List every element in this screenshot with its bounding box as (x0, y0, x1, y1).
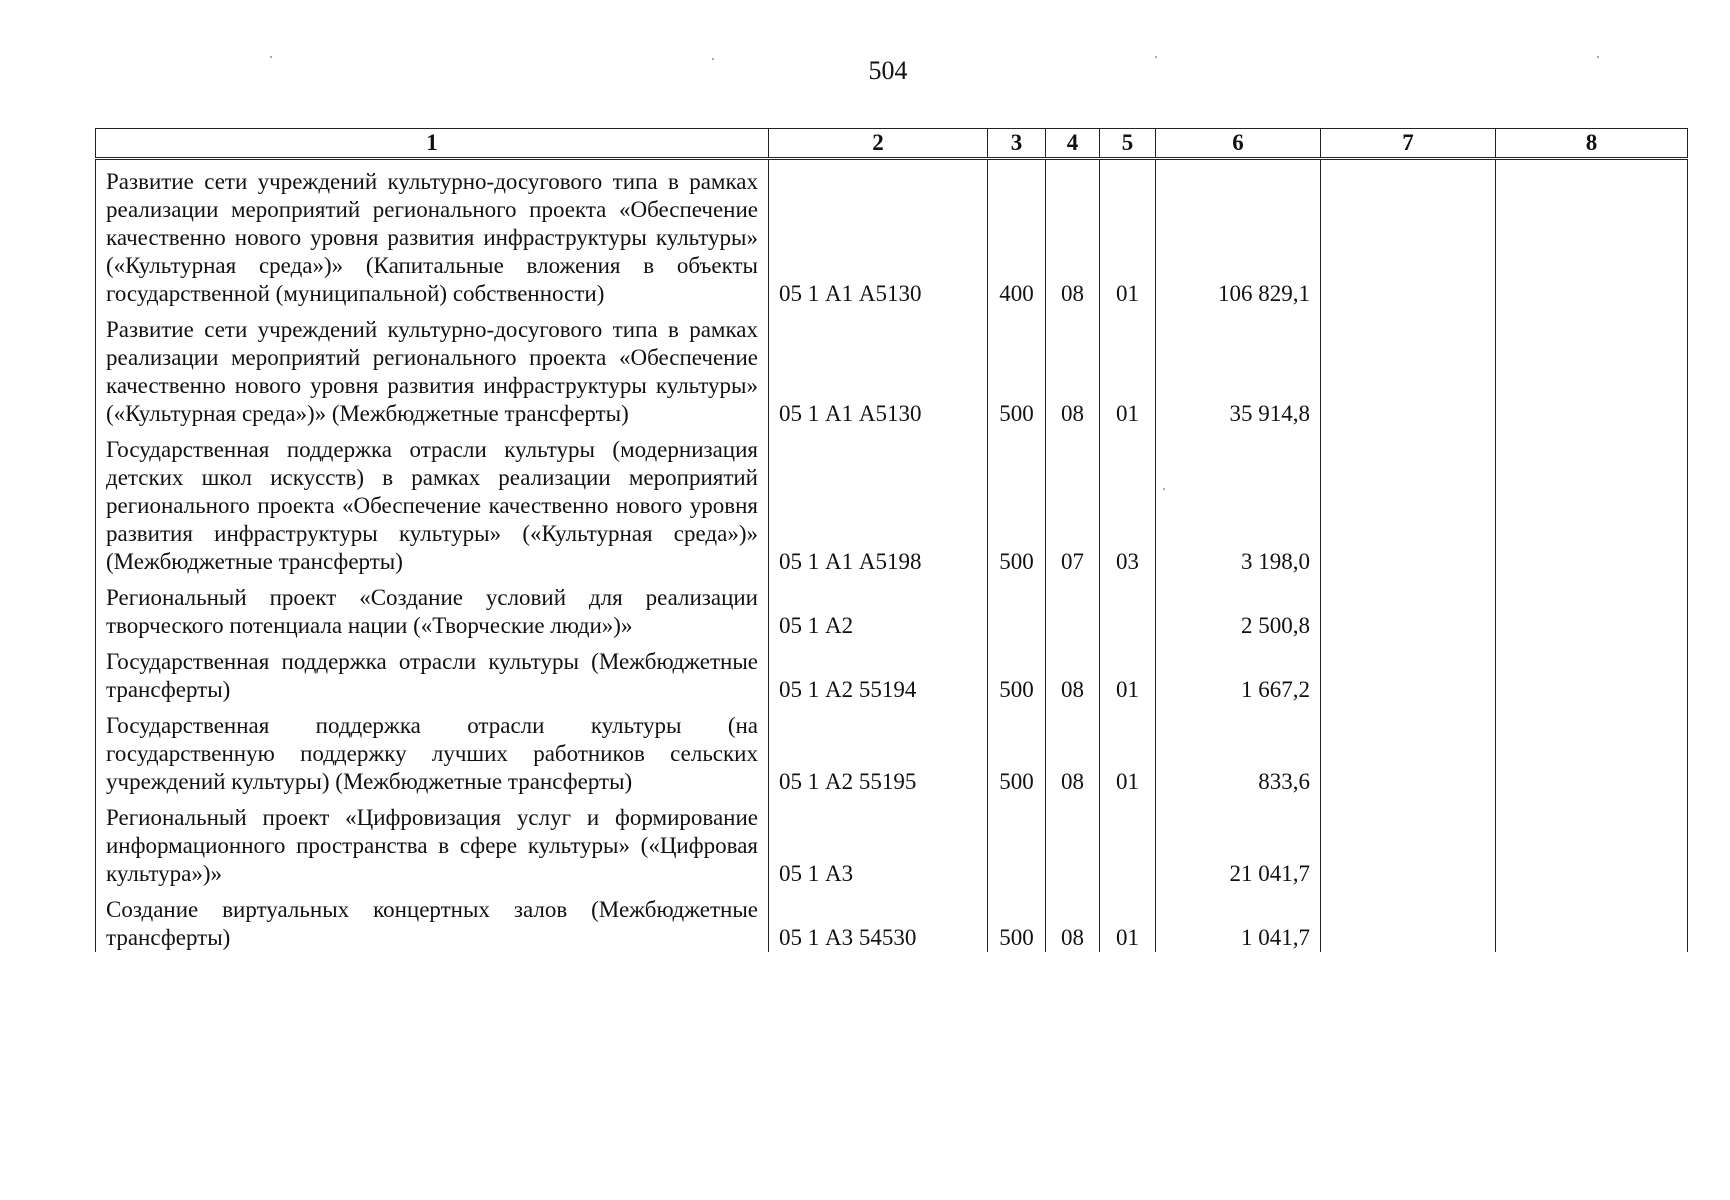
row-col5 (1100, 796, 1156, 888)
row-col8 (1496, 428, 1688, 576)
row-col3 (988, 576, 1046, 640)
row-code: 05 1 А1 А5130 (769, 159, 988, 309)
header-cell: 2 (769, 129, 988, 159)
header-row (96, 129, 1688, 159)
header-cell: 1 (96, 129, 769, 159)
row-description: Региональный проект «Создание условий для реализации творческого потенциала нации («Творческие люди»)» (96, 576, 769, 640)
row-col4: 08 (1046, 159, 1100, 309)
row-description: Государственная поддержка отрасли культуры (Межбюджетные трансферты) (96, 640, 769, 704)
row-col4: 08 (1046, 888, 1100, 952)
row-col5 (1100, 576, 1156, 640)
row-col4: 08 (1046, 704, 1100, 796)
row-col4: 08 (1046, 308, 1100, 428)
row-code: 05 1 А3 (769, 796, 988, 888)
table-row (96, 308, 1688, 428)
row-col5: 01 (1100, 159, 1156, 309)
row-col8 (1496, 704, 1688, 796)
row-description: Создание виртуальных концертных залов (Межбюджетные трансферты) (96, 888, 769, 952)
table-row (96, 576, 1688, 640)
row-code: 05 1 А2 (769, 576, 988, 640)
row-code: 05 1 А2 55195 (769, 704, 988, 796)
row-col7 (1321, 576, 1496, 640)
row-amount: 106 829,1 (1156, 159, 1321, 309)
table-row (96, 796, 1688, 888)
row-col3 (988, 796, 1046, 888)
scan-dot (1155, 56, 1157, 58)
row-description: Государственная поддержка отрасли культуры (на государственную поддержку лучших работников сельских учреждений культуры) (Межбюджетные трансферты) (96, 704, 769, 796)
row-amount: 2 500,8 (1156, 576, 1321, 640)
row-amount: 1 667,2 (1156, 640, 1321, 704)
row-col3: 500 (988, 428, 1046, 576)
row-col8 (1496, 576, 1688, 640)
row-code: 05 1 А2 55194 (769, 640, 988, 704)
row-col8 (1496, 159, 1688, 309)
row-col7 (1321, 888, 1496, 952)
row-description: Развитие сети учреждений культурно-досугового типа в рамках реализации мероприятий регионального проекта «Обеспечение качественно нового уровня развития инфраструктуры культуры» («Культурная среда»)» (Межбюджетные трансферты) (96, 308, 769, 428)
row-col4 (1046, 796, 1100, 888)
row-col5: 03 (1100, 428, 1156, 576)
row-col7 (1321, 704, 1496, 796)
row-col3: 500 (988, 888, 1046, 952)
row-amount: 1 041,7 (1156, 888, 1321, 952)
header-cell: 5 (1100, 129, 1156, 159)
row-amount: 35 914,8 (1156, 308, 1321, 428)
scan-dot (712, 58, 714, 60)
row-code: 05 1 А1 А5198 (769, 428, 988, 576)
row-col3: 400 (988, 159, 1046, 309)
row-col3: 500 (988, 704, 1046, 796)
row-col5: 01 (1100, 888, 1156, 952)
row-col4: 07 (1046, 428, 1100, 576)
row-description: Развитие сети учреждений культурно-досугового типа в рамках реализации мероприятий регионального проекта «Обеспечение качественно нового уровня развития инфраструктуры культуры» («Культурная среда»)» (Капитальные вложения в объекты государственной (муниципальной) собственности) (96, 159, 769, 309)
row-col5: 01 (1100, 308, 1156, 428)
row-col7 (1321, 159, 1496, 309)
row-col7 (1321, 796, 1496, 888)
row-col4: 08 (1046, 640, 1100, 704)
row-col3: 500 (988, 640, 1046, 704)
row-col7 (1321, 308, 1496, 428)
row-col8 (1496, 308, 1688, 428)
row-amount: 21 041,7 (1156, 796, 1321, 888)
row-description: Государственная поддержка отрасли культуры (модернизация детских школ искусств) в рамках реализации мероприятий регионального проекта «Обеспечение качественно нового уровня развития инфраструктуры культуры» («Культурная среда»)» (Межбюджетные трансферты) (96, 428, 769, 576)
row-description: Региональный проект «Цифровизация услуг и формирование информационного пространства в сфере культуры» («Цифровая культура»)» (96, 796, 769, 888)
header-cell: 3 (988, 129, 1046, 159)
header-cell: 4 (1046, 129, 1100, 159)
row-col8 (1496, 796, 1688, 888)
row-code: 05 1 А1 А5130 (769, 308, 988, 428)
header-cell: 8 (1496, 129, 1688, 159)
row-amount: 3 198,0 (1156, 428, 1321, 576)
row-col5: 01 (1100, 704, 1156, 796)
row-col4 (1046, 576, 1100, 640)
row-col3: 500 (988, 308, 1046, 428)
table-row (96, 640, 1688, 704)
table-row (96, 888, 1688, 952)
row-amount: 833,6 (1156, 704, 1321, 796)
table-row (96, 159, 1688, 309)
budget-table (95, 128, 1688, 952)
row-col5: 01 (1100, 640, 1156, 704)
table-row (96, 428, 1688, 576)
scan-dot (1597, 56, 1599, 58)
row-code: 05 1 А3 54530 (769, 888, 988, 952)
header-cell: 6 (1156, 129, 1321, 159)
table-row (96, 704, 1688, 796)
row-col7 (1321, 640, 1496, 704)
row-col7 (1321, 428, 1496, 576)
row-col8 (1496, 888, 1688, 952)
row-col8 (1496, 640, 1688, 704)
scan-dot (270, 56, 272, 58)
page-number: 504 (868, 56, 908, 85)
header-cell: 7 (1321, 129, 1496, 159)
